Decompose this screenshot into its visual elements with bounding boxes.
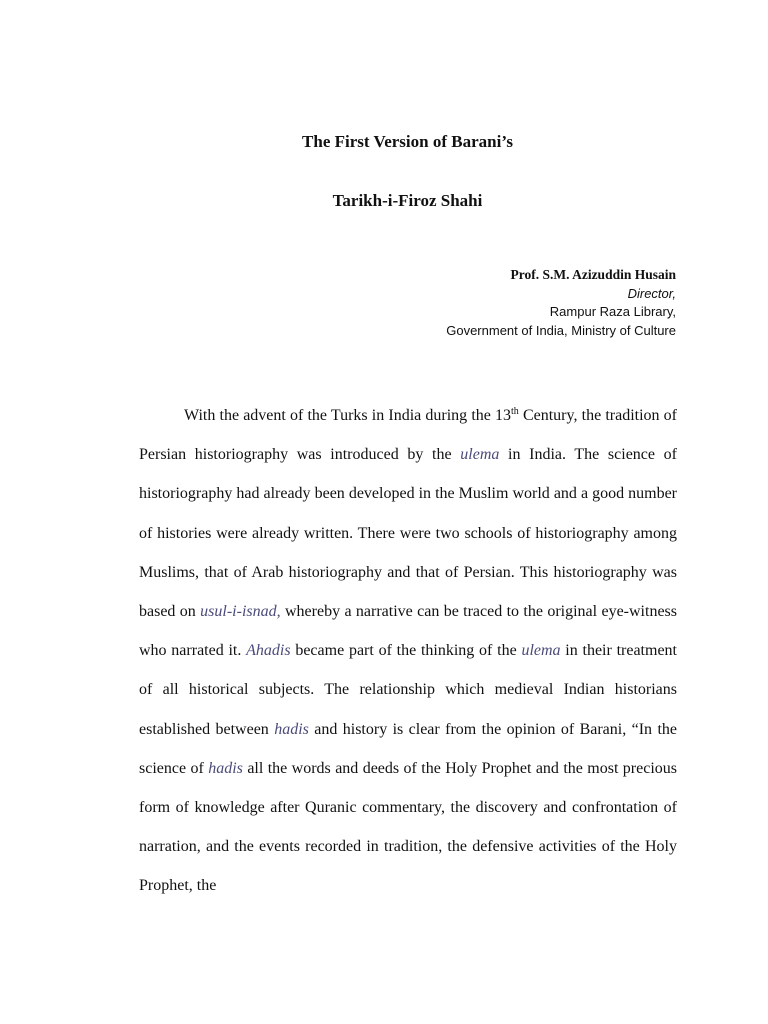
author-affiliation	[446, 266, 676, 340]
term-ulema: ulema	[521, 642, 561, 660]
body-text-run: Century, the tradition of Persian historiography was introduced by the	[139, 407, 677, 464]
ordinal-suffix: th	[511, 406, 519, 417]
body-paragraph	[139, 396, 677, 906]
body-text-run: and history is clear from the opinion of Barani, “In the science of	[139, 720, 677, 777]
body-text-run: all the words and deeds of the Holy Prophet and the most precious form of knowledge after Quranic commentary, the discovery and confrontation of narration, and the events recorded in tradition, the defensive activities of the Holy Prophet, the	[139, 759, 678, 895]
author-institution: Rampur Raza Library,	[549, 304, 676, 319]
page-title-line-1: The First Version of Barani’s	[302, 132, 513, 151]
page-title-line-2: Tarikh-i-Firoz Shahi	[332, 191, 483, 210]
body-text-run: became part of the thinking of the	[290, 642, 522, 660]
author-role: Director,	[627, 285, 676, 301]
term-ahadis: Ahadis	[246, 642, 291, 660]
term-usul-i-isnad: usul-i-isnad,	[200, 603, 281, 621]
author-name: Prof. S.M. Azizuddin Husain	[510, 267, 676, 282]
term-ulema: ulema	[460, 446, 500, 464]
body-text-run: With the advent of the Turks in India during the 13	[184, 407, 512, 424]
author-government: Government of India, Ministry of Culture	[446, 322, 676, 338]
body-text-run: whereby a narrative can be traced to the original eye-witness who narrated it.	[139, 603, 677, 660]
term-hadis: hadis	[208, 759, 243, 777]
body-text-run: in India. The science of historiography had already been developed in the Muslim world and a good number of histories were already written. There were two schools of historiography among Muslims, that of Arab historiography and that of Persian. This historiography was based on	[139, 446, 678, 621]
body-text-run: in their treatment of all historical subjects. The relationship which medieval Indian historians established between	[139, 642, 677, 738]
term-hadis: hadis	[274, 720, 309, 738]
